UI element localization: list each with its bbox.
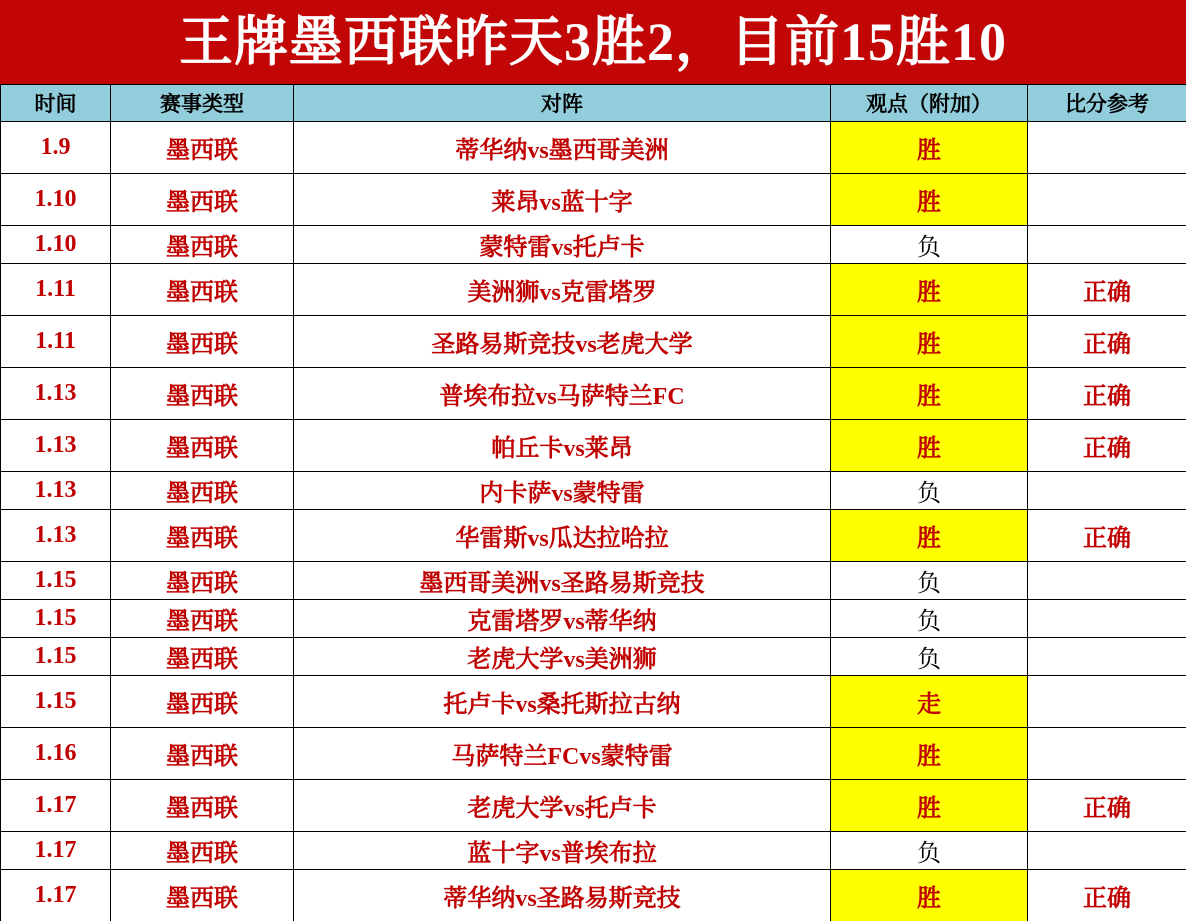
table-row xyxy=(1,226,1186,264)
score-ref-cell xyxy=(1028,600,1186,638)
verdict-cell: 胜 xyxy=(831,122,1028,174)
match-cell: 蒂华纳vs墨西哥美洲 xyxy=(294,122,831,174)
date-cell: 1.13 xyxy=(1,472,111,510)
table-row xyxy=(1,510,1186,562)
league-cell: 墨西联 xyxy=(111,472,294,510)
verdict-cell: 负 xyxy=(831,562,1028,600)
verdict-cell: 负 xyxy=(831,600,1028,638)
date-cell: 1.15 xyxy=(1,638,111,676)
date-cell: 1.10 xyxy=(1,174,111,226)
score-ref-cell xyxy=(1028,122,1186,174)
matches-table xyxy=(0,84,1186,921)
score-ref-cell xyxy=(1028,728,1186,780)
verdict-cell: 胜 xyxy=(831,316,1028,368)
league-cell: 墨西联 xyxy=(111,600,294,638)
score-ref-cell: 正确 xyxy=(1028,420,1186,472)
date-cell: 1.13 xyxy=(1,420,111,472)
column-header-score-ref: 比分参考 xyxy=(1028,85,1186,122)
table-row xyxy=(1,174,1186,226)
verdict-cell: 胜 xyxy=(831,780,1028,832)
match-cell: 蓝十字vs普埃布拉 xyxy=(294,832,831,870)
score-ref-cell: 正确 xyxy=(1028,510,1186,562)
verdict-cell: 负 xyxy=(831,226,1028,264)
date-cell: 1.10 xyxy=(1,226,111,264)
match-cell: 普埃布拉vs马萨特兰FC xyxy=(294,368,831,420)
date-cell: 1.17 xyxy=(1,780,111,832)
score-ref-cell: 正确 xyxy=(1028,870,1186,921)
date-cell: 1.17 xyxy=(1,832,111,870)
match-cell: 克雷塔罗vs蒂华纳 xyxy=(294,600,831,638)
match-cell: 墨西哥美洲vs圣路易斯竞技 xyxy=(294,562,831,600)
score-ref-cell xyxy=(1028,638,1186,676)
table-row xyxy=(1,832,1186,870)
score-ref-cell xyxy=(1028,472,1186,510)
league-cell: 墨西联 xyxy=(111,510,294,562)
match-cell: 托卢卡vs桑托斯拉古纳 xyxy=(294,676,831,728)
league-cell: 墨西联 xyxy=(111,676,294,728)
table-row xyxy=(1,368,1186,420)
match-cell: 蒂华纳vs圣路易斯竞技 xyxy=(294,870,831,921)
date-cell: 1.15 xyxy=(1,562,111,600)
score-ref-cell xyxy=(1028,676,1186,728)
league-cell: 墨西联 xyxy=(111,264,294,316)
verdict-cell: 胜 xyxy=(831,870,1028,921)
match-cell: 莱昂vs蓝十字 xyxy=(294,174,831,226)
date-cell: 1.11 xyxy=(1,316,111,368)
verdict-cell: 胜 xyxy=(831,510,1028,562)
league-cell: 墨西联 xyxy=(111,638,294,676)
match-cell: 马萨特兰FCvs蒙特雷 xyxy=(294,728,831,780)
table-row xyxy=(1,472,1186,510)
league-cell: 墨西联 xyxy=(111,122,294,174)
verdict-cell: 胜 xyxy=(831,728,1028,780)
table-body xyxy=(1,122,1186,921)
date-cell: 1.13 xyxy=(1,368,111,420)
table-row xyxy=(1,676,1186,728)
league-cell: 墨西联 xyxy=(111,562,294,600)
verdict-cell: 负 xyxy=(831,638,1028,676)
match-cell: 内卡萨vs蒙特雷 xyxy=(294,472,831,510)
table-row xyxy=(1,420,1186,472)
score-ref-cell: 正确 xyxy=(1028,368,1186,420)
table-row xyxy=(1,122,1186,174)
table-row xyxy=(1,316,1186,368)
score-ref-cell: 正确 xyxy=(1028,780,1186,832)
match-cell: 华雷斯vs瓜达拉哈拉 xyxy=(294,510,831,562)
league-cell: 墨西联 xyxy=(111,728,294,780)
league-cell: 墨西联 xyxy=(111,368,294,420)
score-ref-cell: 正确 xyxy=(1028,316,1186,368)
date-cell: 1.13 xyxy=(1,510,111,562)
column-header-opinion: 观点（附加） xyxy=(831,85,1028,122)
score-ref-cell xyxy=(1028,832,1186,870)
league-cell: 墨西联 xyxy=(111,780,294,832)
date-cell: 1.9 xyxy=(1,122,111,174)
verdict-cell: 负 xyxy=(831,472,1028,510)
verdict-cell: 胜 xyxy=(831,174,1028,226)
column-header-league: 赛事类型 xyxy=(111,85,294,122)
verdict-cell: 胜 xyxy=(831,368,1028,420)
page-title: 王牌墨西联昨天3胜2，目前15胜10 xyxy=(0,0,1186,84)
league-cell: 墨西联 xyxy=(111,870,294,921)
date-cell: 1.15 xyxy=(1,676,111,728)
date-cell: 1.11 xyxy=(1,264,111,316)
score-ref-cell xyxy=(1028,226,1186,264)
league-cell: 墨西联 xyxy=(111,174,294,226)
verdict-cell: 负 xyxy=(831,832,1028,870)
match-cell: 美洲狮vs克雷塔罗 xyxy=(294,264,831,316)
date-cell: 1.15 xyxy=(1,600,111,638)
table-row xyxy=(1,638,1186,676)
match-cell: 圣路易斯竞技vs老虎大学 xyxy=(294,316,831,368)
league-cell: 墨西联 xyxy=(111,420,294,472)
date-cell: 1.16 xyxy=(1,728,111,780)
league-cell: 墨西联 xyxy=(111,316,294,368)
match-cell: 蒙特雷vs托卢卡 xyxy=(294,226,831,264)
table-row xyxy=(1,780,1186,832)
score-ref-cell xyxy=(1028,174,1186,226)
verdict-cell: 走 xyxy=(831,676,1028,728)
table-row xyxy=(1,600,1186,638)
match-cell: 老虎大学vs美洲狮 xyxy=(294,638,831,676)
league-cell: 墨西联 xyxy=(111,832,294,870)
score-ref-cell: 正确 xyxy=(1028,264,1186,316)
column-header-time: 时间 xyxy=(1,85,111,122)
table-row xyxy=(1,264,1186,316)
date-cell: 1.17 xyxy=(1,870,111,921)
score-ref-cell xyxy=(1028,562,1186,600)
match-cell: 帕丘卡vs莱昂 xyxy=(294,420,831,472)
table-row xyxy=(1,562,1186,600)
match-cell: 老虎大学vs托卢卡 xyxy=(294,780,831,832)
league-cell: 墨西联 xyxy=(111,226,294,264)
verdict-cell: 胜 xyxy=(831,420,1028,472)
verdict-cell: 胜 xyxy=(831,264,1028,316)
table-row xyxy=(1,728,1186,780)
column-header-matchup: 对阵 xyxy=(294,85,831,122)
table-row xyxy=(1,870,1186,921)
table-header-row xyxy=(1,85,1186,122)
